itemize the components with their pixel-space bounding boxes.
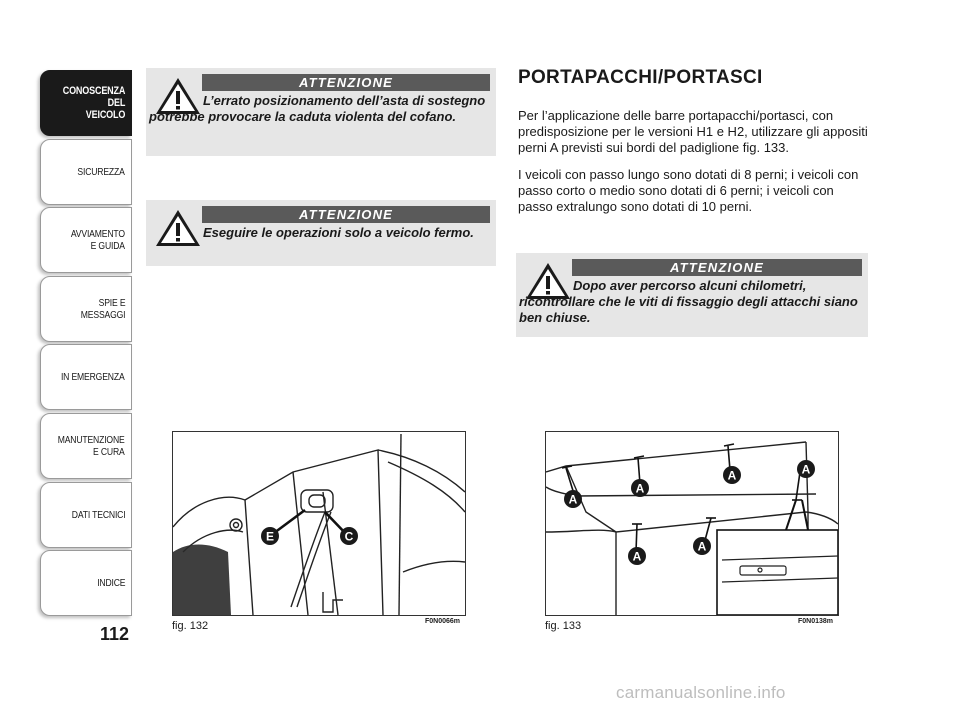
figure-132: [172, 431, 466, 616]
tab-label: AVVIAMENTO E GUIDA: [70, 228, 125, 253]
tab-label: CONOSCENZA DEL VEICOLO: [62, 85, 125, 121]
tab-in-emergenza[interactable]: [40, 344, 132, 410]
section-paragraph-1: Per l’applicazione delle barre portapacchi/portasci, con predisposizione per le versioni H1 e H2, utilizzare gli appositi perni A previsti sui bordi del padiglione fig. 133.: [518, 108, 868, 155]
label-a: A: [632, 549, 642, 564]
tab-label: DATI TECNICI: [71, 508, 125, 521]
figure-132-caption: fig. 132: [172, 620, 209, 632]
chapter-tabs: [40, 70, 132, 619]
warning-text: Dopo aver percorso alcuni chilometri, ricontrollare che le viti di fissaggio degli attacchi siano ben chiuse.: [519, 278, 858, 325]
tab-indice[interactable]: [40, 550, 132, 616]
figure-132-code: F0N0066m: [425, 618, 461, 625]
tab-manutenzione-e-cura[interactable]: [40, 413, 132, 479]
section-paragraph-2: I veicoli con passo lungo sono dotati di 8 perni; i veicoli con passo corto o medio sono dotati di 6 perni; i veicoli con passo extralungo sono dotati di 10 perni.: [518, 167, 859, 214]
figure-133-code: F0N0138m: [798, 618, 834, 625]
label-a: A: [697, 539, 707, 554]
hood-support-rod-illustration: [173, 432, 465, 615]
section-heading: PORTAPACCHI/PORTASCI: [518, 67, 763, 88]
label-c: C: [344, 529, 354, 544]
page-number: 112: [100, 624, 130, 644]
tab-sicurezza[interactable]: [40, 139, 132, 205]
warning-box-screws: [516, 253, 868, 337]
label-e: E: [265, 529, 275, 544]
warning-title: ATTENZIONE: [572, 259, 862, 276]
warning-text: L’errato posizionamento dell’asta di sostegno potrebbe provocare la caduta violenta del cofano.: [149, 93, 486, 124]
tab-label: INDICE: [96, 577, 125, 590]
label-a: A: [568, 492, 578, 507]
tab-label: SPIE E MESSAGGI: [80, 296, 125, 321]
tab-label: IN EMERGENZA: [61, 371, 125, 384]
tab-dati-tecnici[interactable]: [40, 482, 132, 548]
tab-label: SICUREZZA: [77, 165, 125, 178]
warning-title: ATTENZIONE: [202, 206, 490, 223]
roof-pins-illustration: [546, 432, 838, 615]
tab-spie-e-messaggi[interactable]: [40, 276, 132, 342]
watermark: carmanualsonline.info: [616, 683, 786, 702]
label-a: A: [635, 481, 645, 496]
figure-133: [545, 431, 839, 616]
figure-133-caption: fig. 133: [545, 620, 582, 632]
warning-box-hood: [146, 68, 496, 156]
warning-text: Eseguire le operazioni solo a veicolo fermo.: [203, 225, 474, 240]
tab-label: MANUTENZIONE E CURA: [58, 433, 125, 458]
tab-avviamento-e-guida[interactable]: [40, 207, 132, 273]
label-a: A: [727, 468, 737, 483]
warning-title: ATTENZIONE: [202, 74, 490, 91]
warning-box-stationary: [146, 200, 496, 266]
tab-conoscenza-del-veicolo[interactable]: [40, 70, 132, 136]
label-a: A: [801, 462, 811, 477]
